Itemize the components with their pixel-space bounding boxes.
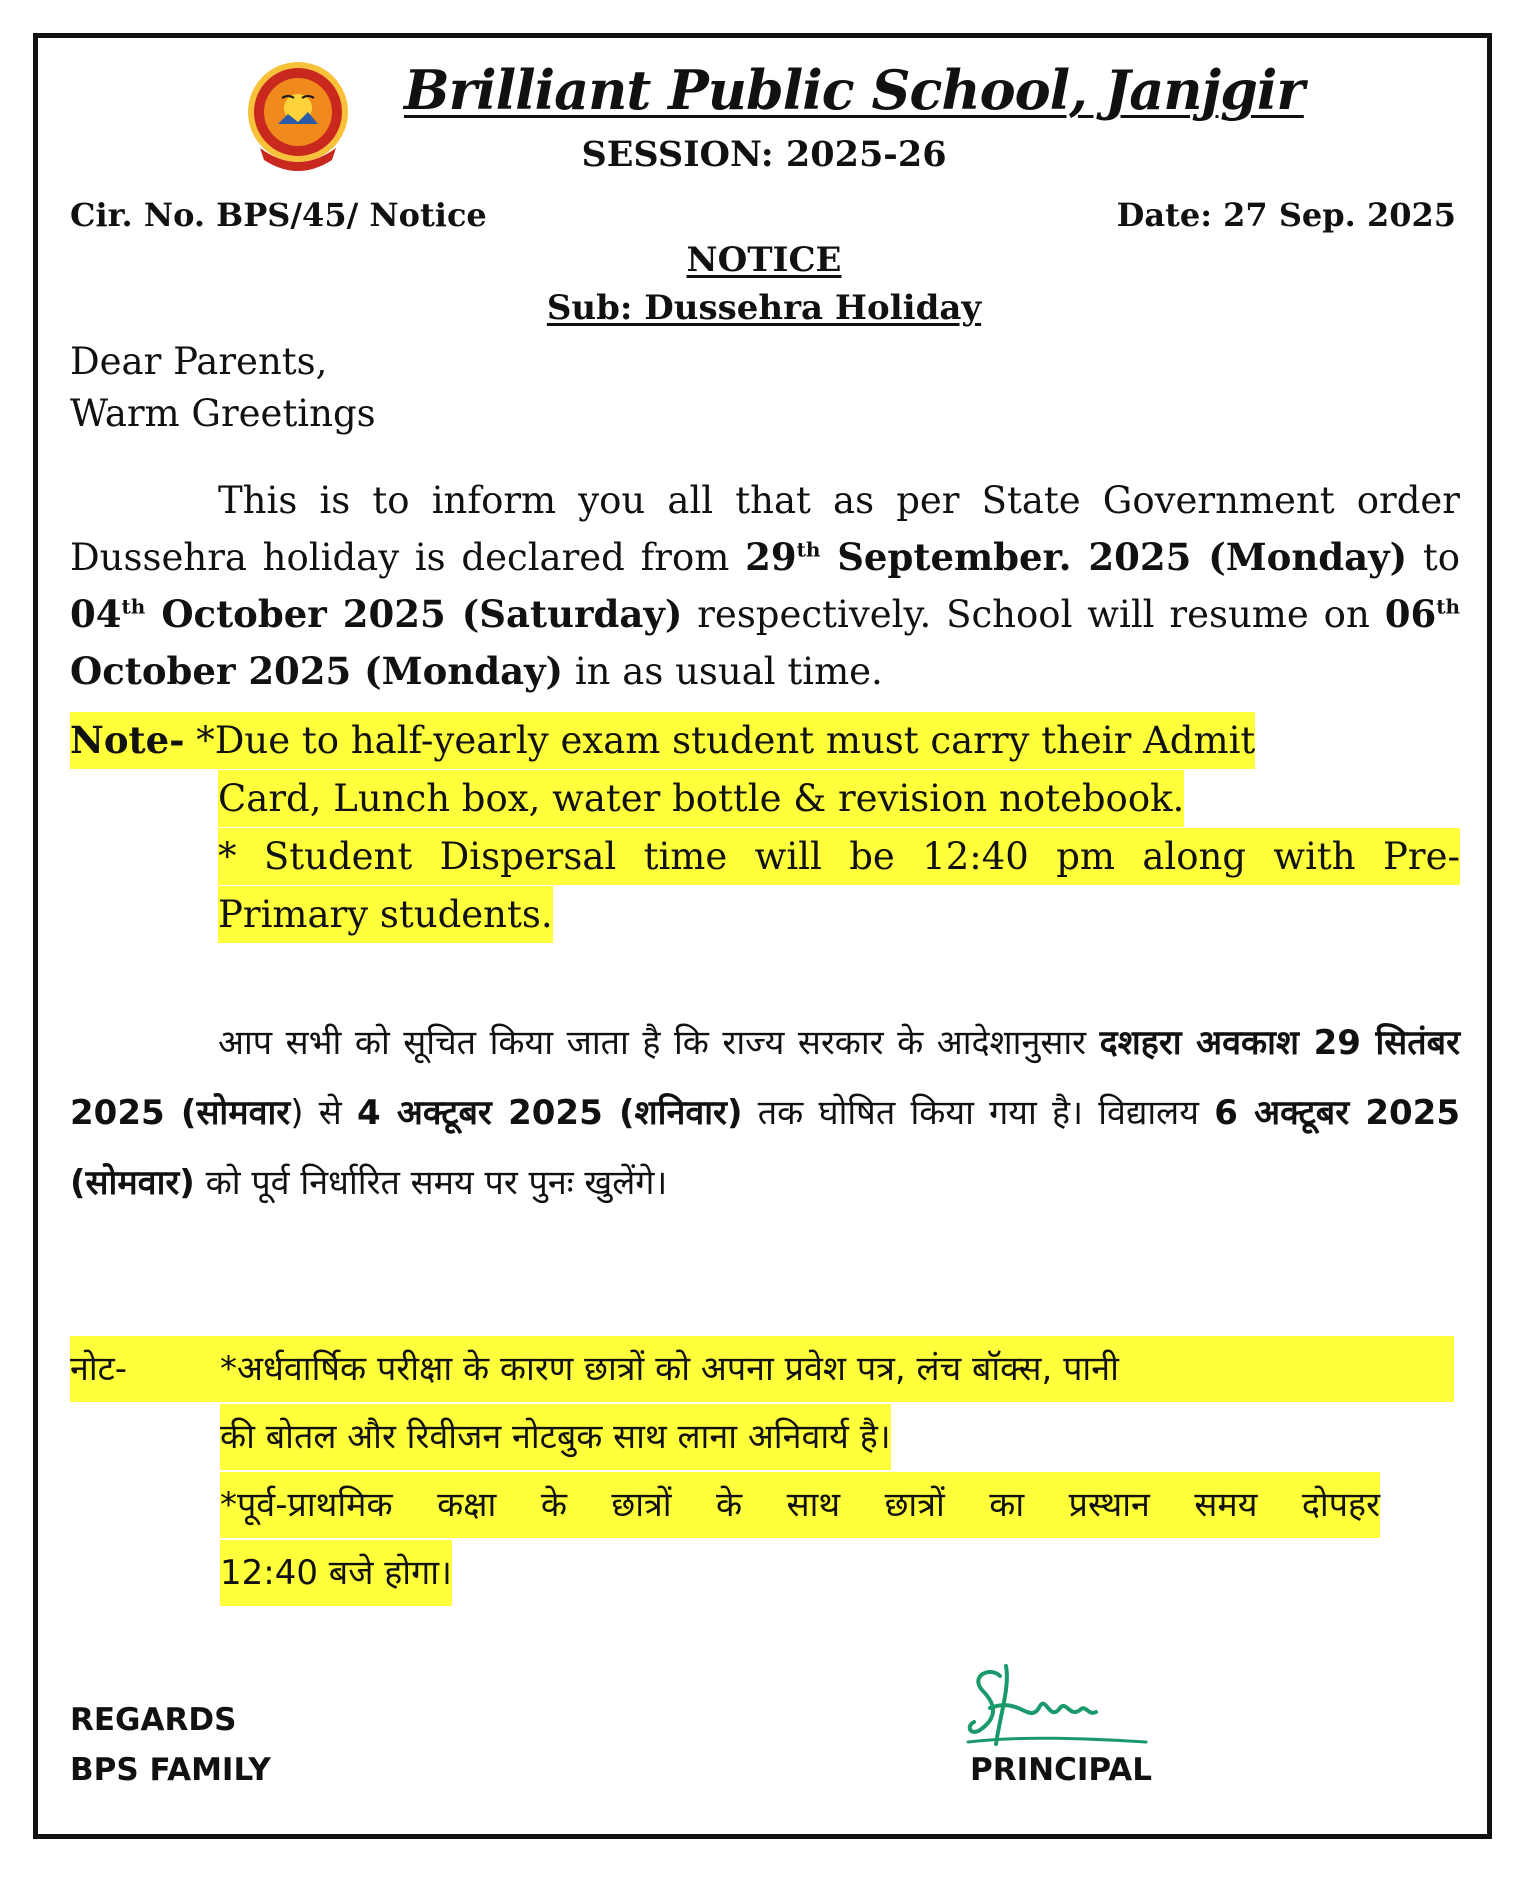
principal-label: PRINCIPAL [970, 1752, 1152, 1788]
english-note-line-1: Note- *Due to half-yearly exam student must carry their Admit [70, 712, 1255, 769]
notice-heading: NOTICE [686, 240, 842, 280]
hindi-body: आप सभी को सूचित किया जाता है कि राज्य सरकार के आदेशानुसार दशहरा अवकाश 29 सितंबर 2025 (सोमवार) से 4 अक्टूबर 2025 (शनिवार) तक घोषित किया गया है। विद्यालय 6 अक्टूबर 2025 (सोमवार) को पूर्व निर्धारित समय पर पुनः खुलेंगे। [70, 1023, 1460, 1203]
principal-signature-icon [960, 1656, 1150, 1752]
hindi-note-line-4: 12:40 बजे होगा। [220, 1540, 452, 1606]
notice-date: Date: 27 Sep. 2025 [1116, 196, 1456, 234]
hindi-note-line-1: नोट- *अर्धवार्षिक परीक्षा के कारण छात्रों को अपना प्रवेश पत्र, लंच बॉक्स, पानी [70, 1336, 1454, 1402]
bps-family-label: BPS FAMILY [70, 1752, 271, 1788]
regards-label: REGARDS [70, 1702, 237, 1738]
circular-number: Cir. No. BPS/45/ Notice [70, 196, 487, 234]
notice-subject: Sub: Dussehra Holiday [546, 288, 982, 328]
english-note-line-4: Primary students. [218, 886, 553, 943]
hindi-note-line-2: की बोतल और रिवीजन नोटबुक साथ लाना अनिवार्य है। [220, 1404, 891, 1470]
english-note-line-3: * Student Dispersal time will be 12:40 pm along with Pre- [218, 828, 1460, 885]
greeting-line: Warm Greetings [70, 392, 376, 435]
hindi-note-line-3: *पूर्व-प्राथमिक कक्षा के छात्रों के साथ छात्रों का प्रस्थान समय दोपहर [220, 1472, 1380, 1538]
english-note-line-2: Card, Lunch box, water bottle & revision notebook. [218, 770, 1184, 827]
greeting-salutation: Dear Parents, [70, 340, 328, 383]
school-name: Brilliant Public School, Janjgir [404, 58, 1304, 122]
english-body: This is to inform you all that as per State Government order Dussehra holiday is declared from 29th September. 2025 (Monday) to 04th October 2025 (Saturday) respectively. School will resume on 06th October 2025 (Monday) in as usual time. [70, 479, 1460, 693]
session-label: SESSION: 2025-26 [581, 134, 947, 175]
